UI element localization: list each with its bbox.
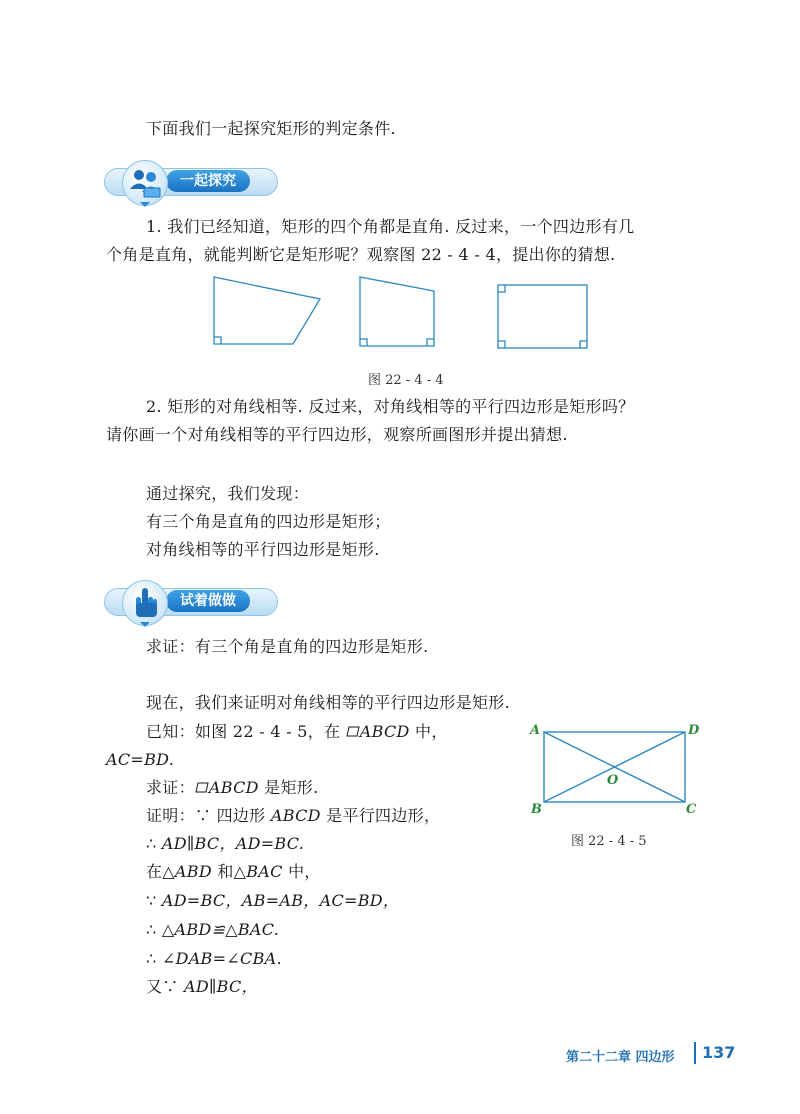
step-symbol: 又∵	[146, 977, 184, 996]
right-angle-mark	[214, 337, 221, 344]
proof-to-prove	[146, 777, 318, 799]
figure-caption-22-4-5: 图 22 - 4 - 5	[571, 834, 647, 849]
hand-icon	[122, 580, 168, 626]
quadrilateral-three-right-angles	[498, 285, 587, 348]
step-text: 在△	[146, 862, 175, 881]
step-text: 证明：∵ 四边形	[146, 806, 271, 825]
banner-label: 试着做做	[166, 590, 250, 612]
prove-text: 是矩形.	[258, 778, 319, 797]
chapter-footer: 第二十二章 四边形	[566, 1050, 675, 1065]
step-text: 和△	[211, 862, 247, 881]
right-angle-mark	[580, 341, 587, 348]
page-number: 137	[702, 1043, 736, 1062]
proof-step-7	[146, 976, 258, 998]
right-angle-mark	[498, 285, 505, 292]
vertex-label-c: C	[686, 802, 697, 817]
proof-step-5	[146, 919, 279, 941]
step-text: DAB=∠CBA.	[175, 949, 282, 968]
figure-22-4-5	[526, 718, 702, 820]
finding-three-right-angles: 有三个角是直角的四边形是矩形；	[146, 512, 391, 531]
given-text: 中，	[409, 722, 448, 741]
prove-text: 求证：	[146, 778, 195, 797]
figure-caption-22-4-4: 图 22 - 4 - 4	[368, 373, 444, 388]
step-text: AD∥BC，	[184, 977, 258, 996]
step-text: 是平行四边形，	[320, 806, 441, 825]
vertex-label-o: O	[607, 773, 619, 788]
shape-name: ABCD	[270, 806, 321, 825]
shape-name: ABCD	[359, 722, 410, 741]
banner-pointer	[140, 202, 150, 207]
shape-name: ABCD	[208, 778, 259, 797]
people-computer-icon	[122, 160, 168, 206]
try-it-banner	[104, 580, 294, 620]
parallelogram-symbol	[195, 777, 209, 787]
step-symbol: ∴	[146, 834, 162, 853]
banner-pointer	[140, 622, 150, 627]
banner-label: 一起探究	[166, 170, 250, 192]
question2-line2: 请你画一个对角线相等的平行四边形，观察所画图形并提出猜想.	[106, 425, 568, 444]
proof-step-1	[146, 805, 440, 827]
proof-step-4	[146, 890, 399, 912]
question1-line1: 1. 我们已经知道，矩形的四个角都是直角. 反过来，一个四边形有几	[146, 217, 635, 236]
step-text: AD∥BC，AD=BC.	[161, 834, 305, 853]
right-angle-mark	[498, 341, 505, 348]
proof-step-6	[146, 948, 282, 970]
step-text: 中，	[282, 862, 321, 881]
right-angle-mark	[360, 339, 367, 346]
step-text: AD=BC，AB=AB，AC=BD，	[161, 891, 400, 910]
proof-step-2	[146, 833, 304, 855]
step-symbol: ∴ ∠	[146, 949, 176, 968]
finding-equal-diagonals: 对角线相等的平行四边形是矩形.	[146, 540, 380, 559]
proof-step-3	[146, 861, 321, 883]
quadrilateral-two-right-angles	[360, 277, 434, 346]
vertex-label-a: A	[530, 723, 541, 738]
proof-given	[146, 721, 448, 743]
given-text: 已知：如图 22 - 4 - 5，在	[146, 722, 341, 741]
figure-22-4-4	[200, 268, 600, 360]
exercise-text: 求证：有三个角是直角的四边形是矩形.	[146, 637, 429, 656]
vertex-label-b: B	[531, 802, 542, 817]
vertex-label-d: D	[688, 723, 700, 738]
question2-line1: 2. 矩形的对角线相等. 反过来，对角线相等的平行四边形是矩形吗？	[146, 397, 635, 416]
step-text: ABD≌△BAC.	[174, 920, 280, 939]
right-angle-mark	[427, 339, 434, 346]
footer-divider	[694, 1042, 696, 1064]
quadrilateral-one-right-angle	[214, 277, 320, 344]
findings-intro: 通过探究，我们发现：	[146, 484, 310, 503]
triangle-name: ABD	[174, 862, 212, 881]
step-symbol: ∴ △	[146, 920, 175, 939]
intro-text: 下面我们一起探究矩形的判定条件.	[146, 119, 396, 138]
explore-together-banner	[104, 160, 294, 200]
question1-line2: 个角是直角，就能判断它是矩形呢？观察图 22 - 4 - 4，提出你的猜想.	[106, 245, 616, 264]
step-symbol: ∵	[146, 891, 162, 910]
proof-intro: 现在，我们来证明对角线相等的平行四边形是矩形.	[146, 693, 510, 712]
triangle-name: BAC	[246, 862, 283, 881]
proof-given-condition: AC=BD.	[106, 750, 175, 769]
parallelogram-symbol	[346, 721, 360, 731]
